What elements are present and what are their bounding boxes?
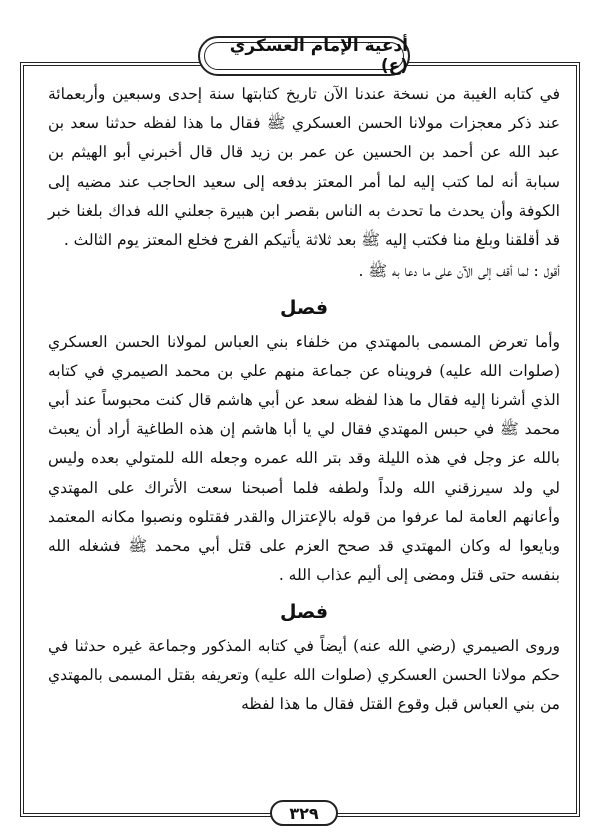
running-header — [198, 36, 410, 76]
paragraph-1: في كتابه الغيبة من نسخة عندنا الآن تاريخ كتابتها سنة إحدى وسبعين وأربعمائة عند ذكر معجزات مولانا الحسن العسكري ﷺ فقال ما هذا لفظه حدثنا سعد بن عبد الله عن أحمد بن الحسين عن عمر بن زيد قال قال أخبرني أبو الهيثم بن سبابة أنه لما كتب إليه لما أمر المعتز بدفعه إلى سعيد الحاجب عند مضيه إلى الكوفة وأن يحدث ما تحدث به الناس بقصر ابن هبيرة جعلني الله فداك بلغنا خبر قد أقلقنا وبلغ منا فكتب إليه ﷺ بعد ثلاثة يأتيكم الفرج فخلع المعتز يوم الثالث . — [48, 85, 560, 250]
page-body — [48, 80, 560, 719]
paragraph-3: وروى الصيمري (رضي الله عنه) أيضاً في كتابه المذكور وجماعة غيره حدثنا في حكم مولانا الحسن العسكري (صلوات الله عليه) وتعريفه بقتل المسمى بالمهتدي من بني العباس قبل وقوع القتل فقال ما هذا لفظه — [48, 636, 560, 714]
page-number-badge — [270, 800, 338, 826]
page-number: ٣٢٩ — [289, 803, 319, 823]
book-title: أدعية الإمام العسكري (ع) — [229, 36, 408, 76]
author-note: أقول : لما أقف إلى الآن على ما دعا به ﷺ . — [358, 262, 560, 281]
section-heading-2: فصل — [279, 601, 329, 624]
paragraph-2: وأما تعرض المسمى بالمهتدي من خلفاء بني العباس لمولانا الحسن العسكري (صلوات الله عليه) فرويناه عن جماعة منهم علي بن محمد الصيمري في كتابه الذي أشرنا إليه فقال ما هذا لفظه سعد عن أبي هاشم قال كنت محبوساً عند أبي محمد ﷺ في حبس المهتدي فقال لي يا أبا هاشم إن هذه الطاغية أراد أن يعبث بالله عز وجل في هذه الليلة وقد بتر الله عمره وجعله الله للمتولي بعده وليس لي ولد سيرزقني الله ولداً ولطفه فلما أصبحنا سعت الأتراك على المهتدي وأعانهم العامة لما عرفوا من قوله بالإعتزال والقدر فقتلوه ونصبوا مكانه المعتمد وبايعوا له وكان المهتدي قد صحح العزم على قتل أبي محمد ﷺ فشغله الله بنفسه حتى قتل ومضى إلى أليم عذاب الله . — [48, 332, 560, 585]
section-heading-1: فصل — [279, 297, 329, 320]
